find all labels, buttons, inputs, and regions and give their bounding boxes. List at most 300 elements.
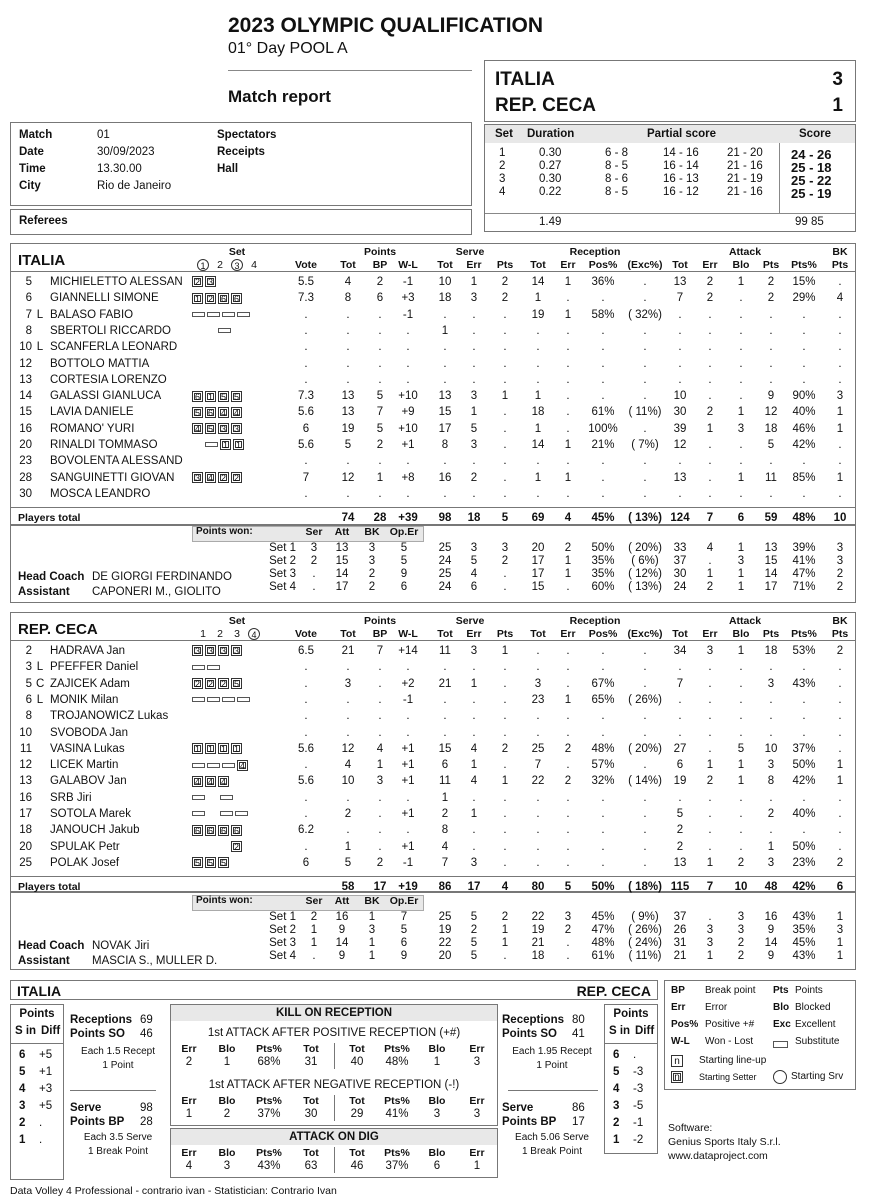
set-row-label: Set 3 <box>269 937 296 950</box>
vote: . <box>304 661 308 674</box>
vote: . <box>304 455 308 468</box>
reception-stat: . <box>566 759 570 772</box>
serve-stat: 18 <box>438 292 452 305</box>
total-attack: 7 <box>706 512 714 525</box>
attack-stat: 13 <box>673 471 687 484</box>
block-stat: . <box>838 324 842 337</box>
partial-2: 16 - 14 <box>663 160 699 172</box>
reception-stat: . <box>566 645 570 657</box>
attack-stat: . <box>708 677 712 690</box>
points-stat: . <box>406 341 410 354</box>
set-reception: 45% <box>591 911 615 924</box>
serve-stat: 3 <box>470 439 478 451</box>
vote: 5.5 <box>298 276 314 288</box>
set-attack: 3 <box>706 924 714 937</box>
player-name: SRB Jiri <box>50 791 92 804</box>
referees-box <box>10 209 472 235</box>
serve-stat: . <box>503 856 507 869</box>
legend-value: Blocked <box>795 1002 831 1013</box>
grid-value: 68% <box>257 1056 281 1068</box>
set-attack: 17 <box>764 581 778 594</box>
reception-stat: . <box>601 341 605 354</box>
won-stat: 2 <box>368 581 376 594</box>
points-stat: . <box>346 710 350 723</box>
set-block: 1 <box>836 937 844 950</box>
serve-stat: 10 <box>438 276 452 288</box>
set-reception: 15 <box>531 581 545 594</box>
lineup-box: 6 <box>205 825 216 836</box>
assistant-label: Assistant <box>18 586 70 599</box>
attack-stat: . <box>708 710 712 723</box>
assistant-name: CAPONERI M., GIOLITO <box>92 586 221 599</box>
serve-stat: . <box>472 455 476 468</box>
points-stat: . <box>346 308 350 321</box>
player-number: 15 <box>19 406 32 419</box>
lineup-icon: n <box>671 1055 683 1067</box>
vote: . <box>304 341 308 354</box>
serve-stat: . <box>472 824 476 837</box>
block-stat: 3 <box>836 390 844 403</box>
reception-stat: . <box>566 406 570 419</box>
grid-header: Pts% <box>384 1095 410 1107</box>
serve-stat: . <box>503 677 507 690</box>
set-reception: 21 <box>531 937 545 950</box>
lineup-box: 6 <box>218 293 229 304</box>
player-role: L <box>36 341 44 354</box>
points-header: Points <box>363 246 397 258</box>
ceca-player-row <box>10 790 856 806</box>
reception-stat: 1 <box>564 471 572 484</box>
attack-stat: 1 <box>737 645 745 657</box>
reception-stat: ( 11%) <box>628 406 662 419</box>
set-score: 25 - 19 <box>791 186 832 201</box>
total-reception: 80 <box>531 881 545 894</box>
set-attack: 9 <box>767 950 775 963</box>
points-stat: 5 <box>344 439 352 451</box>
reception-stat: 48% <box>591 742 615 755</box>
set-attack: 3 <box>706 937 714 950</box>
total-attack: 124 <box>670 512 690 525</box>
so-label: Points SO <box>502 1028 557 1040</box>
player-name: SBERTOLI RICCARDO <box>50 324 171 337</box>
substitute-box <box>192 795 205 800</box>
total-label: Players total <box>18 881 81 894</box>
legend-box <box>664 980 856 1090</box>
reception-stat: . <box>566 341 570 354</box>
reception-stat: . <box>601 645 605 657</box>
info-label: Match <box>19 129 53 141</box>
won-stat: 3 <box>368 542 376 555</box>
italia-player-row <box>10 307 856 323</box>
attack-stat: . <box>802 726 806 739</box>
total-reception: ( 13%) <box>628 512 662 525</box>
player-name: MICHIELETTO ALESSAN <box>50 276 183 288</box>
won-stat: 1 <box>310 924 318 937</box>
serve-stat: 21 <box>438 677 452 690</box>
lineup-box: 1 <box>192 293 203 304</box>
attack-stat: . <box>739 373 743 386</box>
set-score: 25 - 22 <box>791 173 832 188</box>
grid-header: Pts% <box>384 1043 410 1055</box>
points-stat: 2 <box>344 808 352 820</box>
player-set-boxes <box>192 773 244 789</box>
attack-stat: . <box>678 373 682 386</box>
column-header: BP <box>372 259 388 271</box>
points-stat: . <box>378 677 382 690</box>
points-label: Points <box>613 1008 649 1020</box>
block-stat: . <box>838 373 842 386</box>
points-stat: . <box>378 357 382 370</box>
lineup-box: 5 <box>231 678 242 689</box>
serve-stat: . <box>503 726 507 739</box>
vote: 5.6 <box>298 406 314 419</box>
points-stat: 7 <box>376 645 384 657</box>
won-stat: 2 <box>368 568 376 581</box>
serve-stat: 1 <box>501 775 509 788</box>
partial-3: 21 - 16 <box>727 186 763 198</box>
points-stat: . <box>378 308 382 321</box>
reception-stat: . <box>566 292 570 305</box>
italia-player-row <box>10 290 856 306</box>
points-stat: . <box>406 487 410 500</box>
set-attack: . <box>708 555 712 568</box>
serve-stat: 16 <box>438 471 452 484</box>
total-serve: 17 <box>467 881 481 894</box>
set-serve: 5 <box>470 911 478 924</box>
serve-stat: . <box>443 661 447 674</box>
total-reception: 50% <box>591 881 615 894</box>
divider <box>11 1043 63 1044</box>
diff-value: +5 <box>39 1049 53 1061</box>
legend-srv: Starting Srv <box>791 1071 844 1082</box>
set-reception: 17 <box>531 568 545 581</box>
reception-stat: 22 <box>531 775 545 788</box>
rec-label: Receptions <box>502 1014 564 1026</box>
vote: 7 <box>302 471 310 484</box>
column-header: Err <box>702 628 718 640</box>
reception-stat: . <box>601 373 605 386</box>
player-number: 5 <box>25 677 32 690</box>
substitute-box <box>192 763 205 768</box>
player-name: VASINA Lukas <box>50 742 125 755</box>
attack-stat: . <box>708 390 712 403</box>
reception-stat: . <box>601 726 605 739</box>
lineup-box: 3 <box>218 423 229 434</box>
won-stat: 6 <box>400 581 408 594</box>
legend-key: BP <box>671 985 685 996</box>
set-reception: ( 26%) <box>628 924 662 937</box>
column-header: Tot <box>672 259 688 271</box>
sin-value: 4 <box>19 1083 26 1095</box>
reception-stat: . <box>643 471 647 484</box>
block-stat: . <box>838 276 842 288</box>
points-stat: +3 <box>401 292 415 305</box>
total-points: 99 85 <box>795 216 824 228</box>
won-col-header: BK <box>364 895 380 908</box>
points-stat: 1 <box>344 840 352 853</box>
neg-title: 1st ATTACK AFTER NEGATIVE RECEPTION (-!) <box>208 1079 460 1091</box>
player-set-boxes <box>192 790 248 806</box>
won-col-header: Ser <box>305 526 323 539</box>
serve-stat: 4 <box>470 742 478 755</box>
assistant-label: Assistant <box>18 955 70 968</box>
grid-value: 43% <box>257 1160 281 1172</box>
set-attack: 43% <box>792 911 816 924</box>
legend-key: Err <box>671 1002 686 1013</box>
bp-label: Points BP <box>502 1116 557 1128</box>
column-header: Err <box>560 628 576 640</box>
reception-stat: . <box>643 710 647 723</box>
set-serve: 24 <box>438 581 452 594</box>
sets-total-divider <box>485 213 855 214</box>
set-serve: . <box>503 568 507 581</box>
won-stat: 9 <box>338 924 346 937</box>
attack-stat: . <box>802 824 806 837</box>
each-recept: Each 1.5 Recept <box>81 1046 155 1057</box>
won-col-header: Op.Er <box>389 895 419 908</box>
info-label: Time <box>19 163 46 175</box>
grid-header: Blo <box>218 1043 236 1055</box>
set-num: 4 <box>248 628 260 640</box>
grid-header: Tot <box>349 1147 365 1159</box>
attack-stat: 6 <box>676 759 684 772</box>
attack-stat: . <box>708 455 712 468</box>
points-stat: +1 <box>401 742 415 755</box>
lineup-box: 4 <box>218 776 229 787</box>
attack-stat: . <box>769 661 773 674</box>
reception-stat: . <box>566 373 570 386</box>
set-attack: 2 <box>737 950 745 963</box>
points-stat: +9 <box>401 406 415 419</box>
partial-1: 8 - 5 <box>605 186 629 198</box>
sin-value: 3 <box>19 1100 26 1112</box>
points-stat: . <box>346 455 350 468</box>
points-stat: 12 <box>341 471 355 484</box>
serve-stat: 1 <box>501 645 509 657</box>
attack-stat: . <box>678 791 682 804</box>
attack-stat: . <box>678 693 682 706</box>
grid-value: 48% <box>385 1056 409 1068</box>
attack-stat: . <box>739 308 743 321</box>
reception-stat: . <box>536 808 540 820</box>
player-number: 11 <box>20 742 32 755</box>
player-name: ZAJICEK Adam <box>50 677 130 690</box>
attack-stat: . <box>708 324 712 337</box>
column-header: Pts <box>831 259 849 271</box>
player-name: SOTOLA Marek <box>50 808 131 820</box>
attack-stat: . <box>769 791 773 804</box>
serve-stat: . <box>443 455 447 468</box>
player-number: 14 <box>19 390 32 403</box>
serve-stat: 1 <box>470 677 478 690</box>
player-number: 6 <box>25 292 32 305</box>
set-reception: ( 13%) <box>628 581 662 594</box>
set-reception: 18 <box>531 950 545 963</box>
lineup-box: 6 <box>231 825 242 836</box>
set-attack: 2 <box>737 937 745 950</box>
points-stat: . <box>378 693 382 706</box>
player-role: L <box>36 308 44 321</box>
points-stat: . <box>346 661 350 674</box>
each-recept-b: 1 Point <box>102 1060 134 1071</box>
attack-stat: . <box>802 308 806 321</box>
points-stat: 1 <box>376 759 384 772</box>
rec-label: Receptions <box>70 1014 132 1026</box>
grid-value: 46 <box>350 1160 364 1172</box>
each-serve-b: 1 Break Point <box>521 1146 583 1157</box>
legend-lineup: Starting line-up <box>699 1055 767 1066</box>
grid-value: 40 <box>350 1056 364 1068</box>
report-title: 2023 OLYMPIC QUALIFICATION <box>228 14 544 37</box>
reception-stat: 1 <box>564 693 572 706</box>
sin-value: 5 <box>613 1066 620 1078</box>
total-reception: 5 <box>564 881 572 894</box>
lineup-box: 1 <box>192 743 203 754</box>
total-points: +19 <box>398 881 418 894</box>
points-stat: . <box>378 808 382 820</box>
italia-total-row <box>10 510 856 526</box>
ceca-player-row <box>10 757 856 773</box>
won-stat: 9 <box>400 950 408 963</box>
points-stat: 5 <box>376 422 384 435</box>
set-attack: 1 <box>706 950 714 963</box>
attack-stat: . <box>678 341 682 354</box>
points-label: Points <box>19 1008 55 1020</box>
ceca-player-row <box>10 822 856 838</box>
reception-stat: . <box>643 487 647 500</box>
reception-stat: . <box>601 856 605 869</box>
divider <box>605 1043 657 1044</box>
points-stat: +1 <box>401 775 415 788</box>
block-stat: 1 <box>836 759 844 772</box>
vote: 6 <box>302 856 310 869</box>
diff-value: +5 <box>39 1100 53 1112</box>
column-header: Vote <box>295 628 317 640</box>
reception-stat: 58% <box>591 308 615 321</box>
serve-header: Serve <box>455 615 485 627</box>
points-stat: . <box>346 341 350 354</box>
attack-stat: . <box>708 808 712 820</box>
diff-value: . <box>39 1134 43 1146</box>
attack-stat: 13 <box>673 276 687 288</box>
sin-label: S in <box>609 1025 631 1037</box>
serve-stat: . <box>503 341 507 354</box>
attack-stat: 13 <box>673 856 687 869</box>
serve-stat: . <box>472 840 476 853</box>
ceca-player-row <box>10 676 856 692</box>
serve-stat: 3 <box>470 856 478 869</box>
lineup-box: 2 <box>218 472 229 483</box>
attack-stat: . <box>769 308 773 321</box>
serve-stat: 1 <box>470 276 478 288</box>
set-reception: 2 <box>564 542 572 555</box>
serve-stat: 11 <box>439 775 451 788</box>
set-attack: 71% <box>792 581 816 594</box>
lineup-box: 6 <box>231 293 242 304</box>
column-header: Pts <box>762 259 780 271</box>
attack-stat: . <box>708 840 712 853</box>
set-serve: 2 <box>501 911 509 924</box>
substitute-box <box>192 665 205 670</box>
block-stat: . <box>838 439 842 451</box>
grid-value: 1 <box>185 1108 193 1120</box>
serve-stat: . <box>503 791 507 804</box>
result-box <box>484 60 856 122</box>
won-stat: . <box>312 568 316 581</box>
won-stat: 14 <box>335 568 349 581</box>
serve-stat: 13 <box>438 390 452 403</box>
player-set-boxes <box>192 757 250 773</box>
attack-stat: . <box>739 677 743 690</box>
set-score: 24 - 26 <box>791 147 832 162</box>
reception-stat: . <box>643 422 647 435</box>
column-header: W-L <box>398 259 418 271</box>
set-attack: 24 <box>673 581 687 594</box>
points-stat: . <box>346 357 350 370</box>
coach-label: Head Coach <box>18 571 85 584</box>
diff-value: -1 <box>633 1117 644 1129</box>
serve-value: 86 <box>572 1102 585 1114</box>
vote: . <box>304 840 308 853</box>
attack-stat: 3 <box>737 422 745 435</box>
points-stat: +1 <box>401 759 415 772</box>
attack-stat: . <box>769 373 773 386</box>
column-header: Blo <box>732 628 750 640</box>
player-set-boxes <box>192 437 246 453</box>
diff-value: -3 <box>633 1083 644 1095</box>
lineup-box: 2 <box>192 276 203 287</box>
vote: 5.6 <box>298 439 314 451</box>
grid-header: Err <box>469 1147 485 1159</box>
ceca-player-row <box>10 659 856 675</box>
team2-score: 1 <box>832 95 843 116</box>
attack-stat: 5 <box>737 742 745 755</box>
points-stat: 7 <box>376 406 384 419</box>
lineup-box: 1 <box>231 743 242 754</box>
player-number: 7 <box>25 308 32 321</box>
report-subtitle: 01° Day POOL A <box>228 40 348 57</box>
reception-stat: . <box>566 840 570 853</box>
attack-stat: . <box>678 308 682 321</box>
reception-stat: . <box>536 710 540 723</box>
player-name: GALABOV Jan <box>50 775 127 788</box>
legend-value: Break point <box>705 985 756 996</box>
reception-stat: . <box>566 710 570 723</box>
attack-stat: 1 <box>737 759 745 772</box>
block-stat: 2 <box>836 645 844 657</box>
serve-stat: . <box>503 308 507 321</box>
serve-stat: 2 <box>501 276 509 288</box>
software-url: www.dataproject.com <box>668 1150 768 1162</box>
lineup-box: 3 <box>192 645 203 656</box>
block-stat: 1 <box>836 471 844 484</box>
grid-value: 2 <box>223 1108 231 1120</box>
info-value: Rio de Janeiro <box>97 180 172 192</box>
serve-stat: . <box>503 661 507 674</box>
points-stat: +8 <box>401 471 415 484</box>
column-header: Tot <box>340 628 356 640</box>
player-set-boxes <box>192 323 246 339</box>
set-attack: 1 <box>706 568 714 581</box>
reception-stat: . <box>643 341 647 354</box>
reception-stat: . <box>643 390 647 403</box>
info-label: Hall <box>217 163 239 175</box>
total-points: 74 <box>341 512 355 525</box>
grid-divider <box>334 1147 335 1173</box>
player-set-boxes <box>192 290 244 306</box>
reception-stat: . <box>643 824 647 837</box>
ceca-player-row <box>10 643 856 659</box>
